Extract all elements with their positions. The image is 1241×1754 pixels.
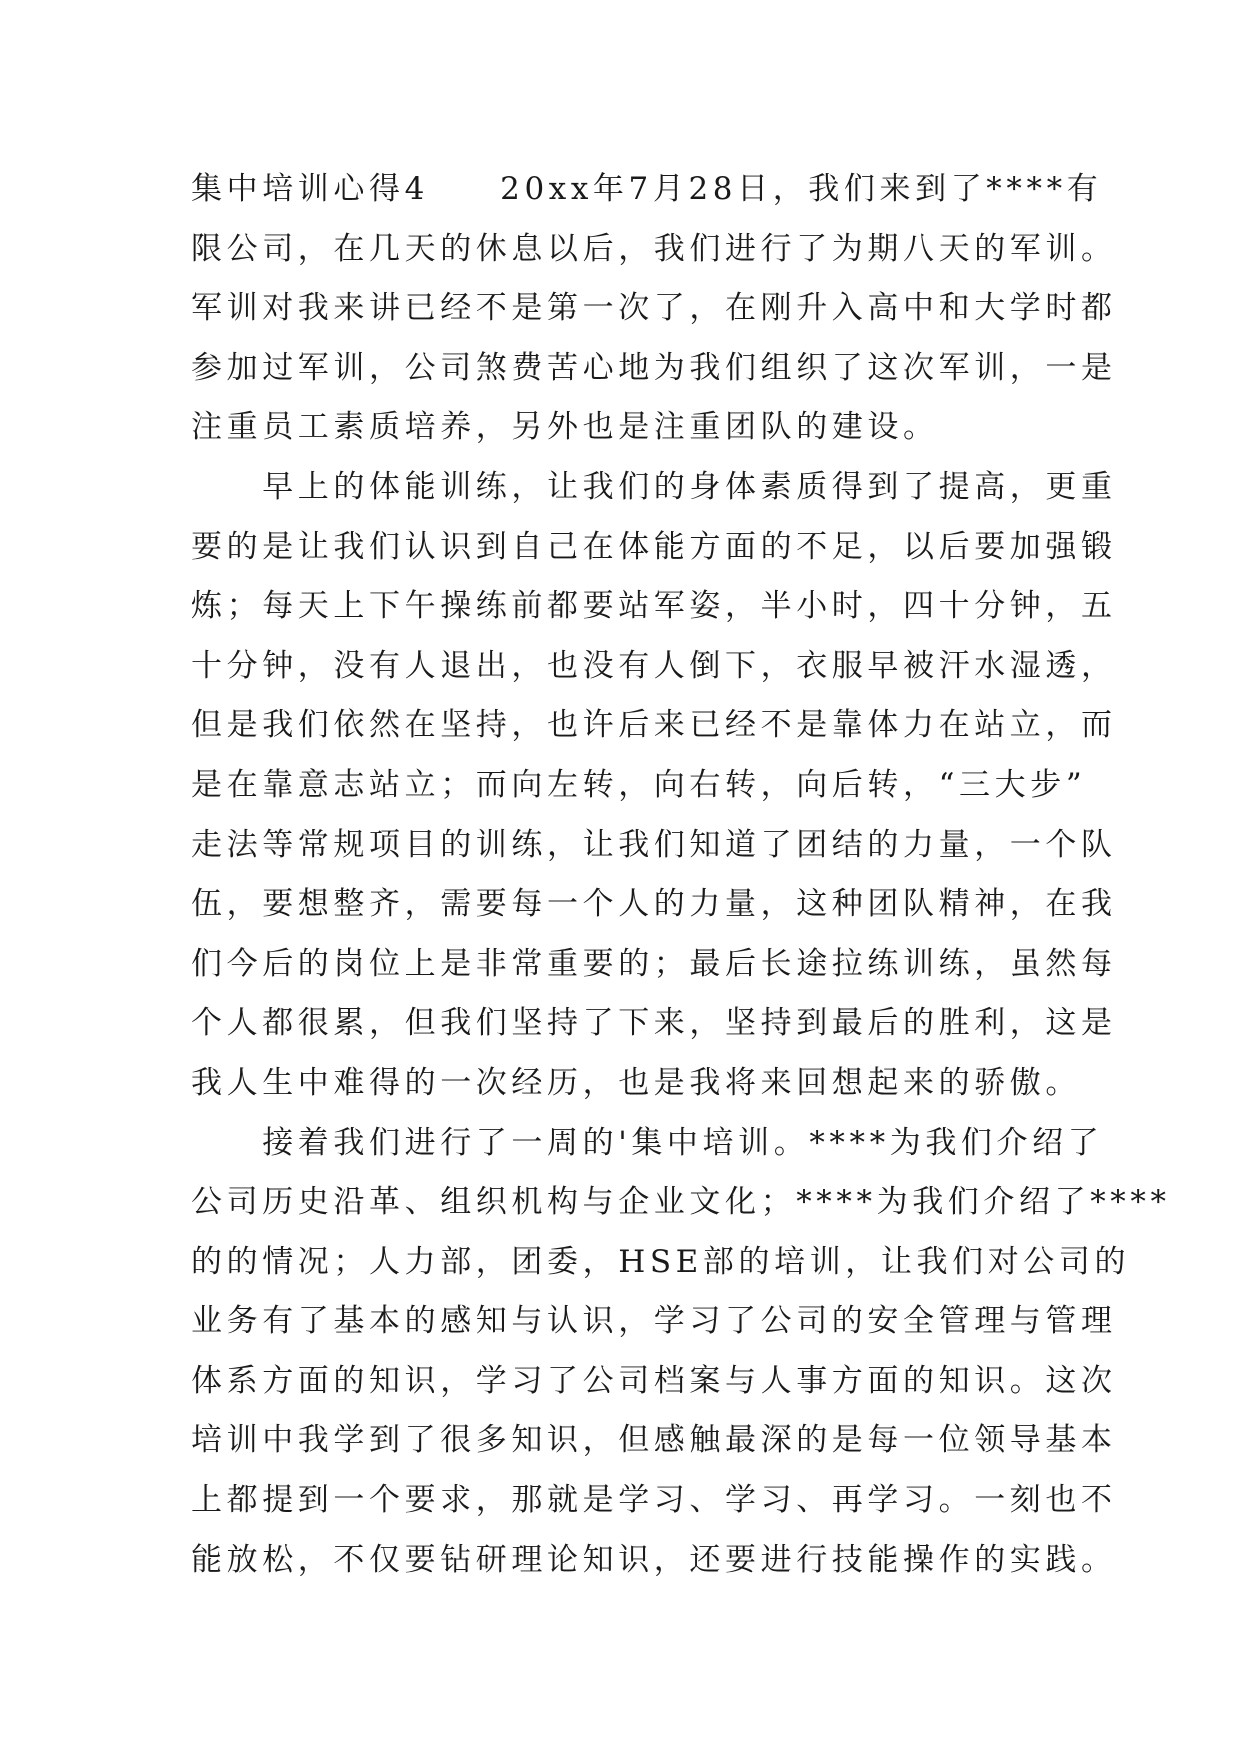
text-line: 们今后的岗位上是非常重要的；最后长途拉练训练，虽然每 xyxy=(191,945,1117,982)
text-line: 业务有了基本的感知与认识，学习了公司的安全管理与管理 xyxy=(191,1303,1117,1340)
text-line: 限公司，在几天的休息以后，我们进行了为期八天的军训。 xyxy=(191,230,1117,267)
text-line: 集中培训心得4 20xx年7月28日，我们来到了****有 xyxy=(191,171,1103,207)
text-line: 接着我们进行了一周的'集中培训。****为我们介绍了 xyxy=(191,1124,1104,1161)
text-line: 参加过军训，公司煞费苦心地为我们组织了这次军训，一是 xyxy=(191,349,1117,386)
text-line: 个人都很累，但我们坚持了下来，坚持到最后的胜利，这是 xyxy=(191,1005,1117,1042)
text-line: 我人生中难得的一次经历，也是我将来回想起来的骄傲。 xyxy=(191,1064,1081,1101)
text-line: 能放松，不仅要钻研理论知识，还要进行技能操作的实践。 xyxy=(191,1541,1117,1578)
text-line: 注重员工素质培养，另外也是注重团队的建设。 xyxy=(191,409,939,446)
text-line: 培训中我学到了很多知识，但感触最深的是每一位领导基本 xyxy=(191,1422,1117,1459)
text-line: 体系方面的知识，学习了公司档案与人事方面的知识。这次 xyxy=(191,1362,1117,1399)
text-line: 是在靠意志站立；而向左转，向右转，向后转，“三大步” xyxy=(191,766,1087,803)
text-line: 要的是让我们认识到自己在体能方面的不足，以后要加强锻 xyxy=(191,528,1117,565)
document-body xyxy=(191,160,1171,1590)
text-line: 公司历史沿革、组织机构与企业文化；****为我们介绍了**** xyxy=(191,1184,1171,1221)
text-line: 早上的体能训练，让我们的身体素质得到了提高，更重 xyxy=(191,468,1117,505)
text-line: 但是我们依然在坚持，也许后来已经不是靠体力在站立，而 xyxy=(191,707,1117,744)
text-line: 炼；每天上下午操练前都要站军姿，半小时，四十分钟，五 xyxy=(191,588,1117,625)
text-line: 的的情况；人力部，团委，HSE部的培训，让我们对公司的 xyxy=(191,1243,1131,1280)
text-line: 军训对我来讲已经不是第一次了，在刚升入高中和大学时都 xyxy=(191,290,1117,327)
text-line: 上都提到一个要求，那就是学习、学习、再学习。一刻也不 xyxy=(191,1482,1117,1519)
text-line: 伍，要想整齐，需要每一个人的力量，这种团队精神，在我 xyxy=(191,886,1117,923)
text-line: 十分钟，没有人退出，也没有人倒下，衣服早被汗水湿透， xyxy=(191,647,1117,684)
text-line: 走法等常规项目的训练，让我们知道了团结的力量，一个队 xyxy=(191,826,1117,863)
